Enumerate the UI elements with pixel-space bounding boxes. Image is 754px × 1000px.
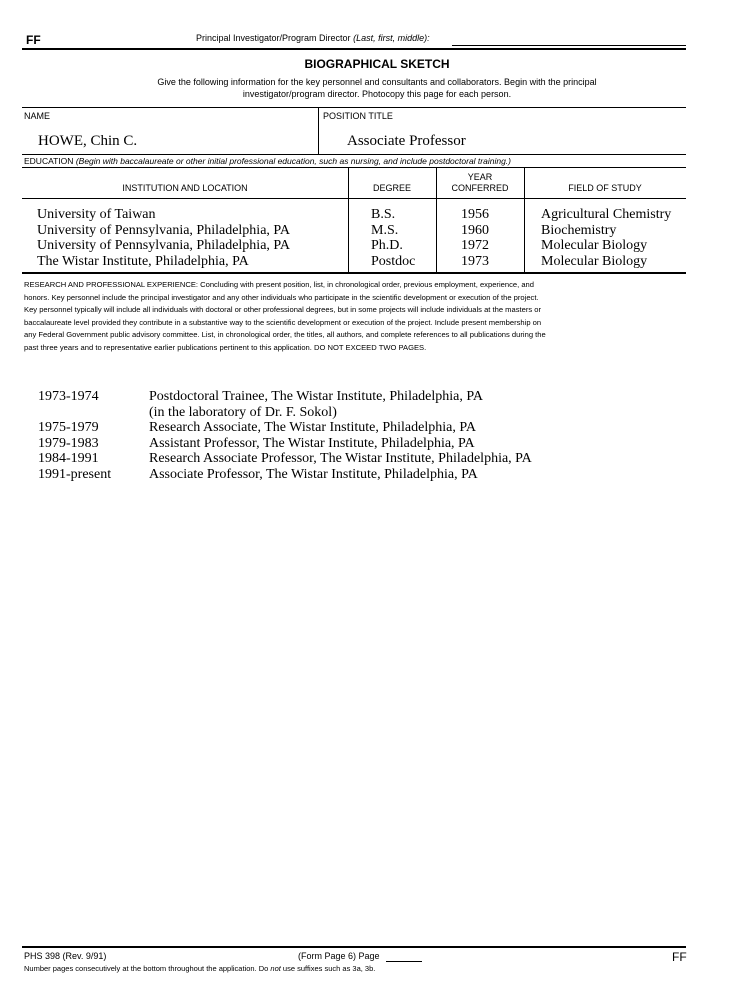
- experience-years: 1979-1983: [38, 435, 99, 451]
- name-label: NAME: [24, 111, 51, 121]
- edu-institution: University of Taiwan: [37, 207, 156, 222]
- edu-field: Molecular Biology: [541, 238, 648, 253]
- edu-field: Molecular Biology: [541, 253, 648, 269]
- experience-years: 1975-1979: [38, 420, 99, 435]
- experience-text: Associate Professor, The Wistar Institute, Philadelphia, PA: [149, 466, 478, 482]
- research-instructions-line: honors. Key personnel include the principal investigator and any other individuals who participate in the scientific development or execution of the project.: [24, 292, 539, 302]
- form-code-left: FF: [26, 33, 41, 47]
- education-label: [24, 156, 511, 166]
- edu-header-field: FIELD OF STUDY: [568, 183, 642, 193]
- pi-label: [196, 33, 430, 43]
- edu-institution: University of Pennsylvania, Philadelphia, PA: [37, 222, 291, 238]
- edu-header-institution: INSTITUTION AND LOCATION: [122, 183, 248, 193]
- edu-field: Biochemistry: [541, 222, 617, 238]
- experience-years: 1984-1991: [38, 451, 99, 466]
- page-number-blank: [386, 961, 422, 962]
- research-instructions-line: past three years and to representative earlier publications pertinent to this application. DO NOT EXCEED TWO PAGES.: [24, 342, 427, 352]
- name-top-rule: [22, 107, 686, 108]
- education-bottom-rule: [22, 272, 686, 274]
- experience-text: Postdoctoral Trainee, The Wistar Institute, Philadelphia, PA: [149, 389, 483, 404]
- research-instructions: [24, 279, 688, 354]
- position-value: Associate Professor: [347, 133, 466, 149]
- instructions-line-2: investigator/program director. Photocopy this page for each person.: [242, 89, 512, 99]
- footer-note-part-2: use suffixes such as 3a, 3b.: [280, 964, 376, 973]
- footer-note: [24, 964, 375, 973]
- experience-text: Research Associate Professor, The Wistar Institute, Philadelphia, PA: [149, 451, 532, 466]
- name-value: HOWE, Chin C.: [38, 133, 138, 149]
- footer-rule: [22, 946, 686, 948]
- edu-institution: The Wistar Institute, Philadelphia, PA: [37, 253, 249, 269]
- education-header-bottom-rule: [22, 198, 686, 199]
- edu-header-year-line2: CONFERRED: [451, 183, 509, 193]
- experience-years: 1973-1974: [38, 389, 99, 404]
- education-hint: (Begin with baccalaureate or other initial professional education, such as nursing, and include postdoctoral training.): [75, 156, 511, 166]
- name-position-divider: [318, 107, 319, 154]
- edu-degree: Ph.D.: [371, 238, 403, 253]
- form-code-right: FF: [672, 950, 687, 964]
- edu-year: 1973: [461, 253, 489, 269]
- form-number: PHS 398 (Rev. 9/91): [24, 951, 107, 961]
- edu-degree: M.S.: [371, 222, 399, 238]
- experience-text: (in the laboratory of Dr. F. Sokol): [149, 404, 337, 420]
- edu-year: 1956: [461, 207, 489, 222]
- research-instructions-line: any Federal Government public advisory committee. List, in chronological order, the titles, all authors, and complete references to all publications during the: [24, 330, 546, 339]
- footer-note-part-1: Number pages consecutively at the bottom throughout the application. Do: [24, 964, 271, 973]
- footer-note-not: not: [270, 964, 281, 973]
- education-header-top-rule: [22, 167, 686, 168]
- edu-institution: University of Pennsylvania, Philadelphia, PA: [37, 238, 291, 253]
- pi-underline: [452, 45, 686, 46]
- edu-degree: B.S.: [371, 207, 396, 222]
- edu-header-year-line1: YEAR: [467, 172, 493, 182]
- form-page-label: (Form Page 6) Page: [298, 951, 380, 961]
- experience-years: 1991-present: [38, 466, 112, 482]
- pi-label-hint: (Last, first, middle):: [353, 33, 430, 43]
- edu-year: 1960: [461, 222, 489, 238]
- experience-text: Assistant Professor, The Wistar Institute, Philadelphia, PA: [149, 435, 475, 451]
- instructions-line-1: Give the following information for the key personnel and consultants and collaborators. Begin with the principal: [157, 77, 597, 87]
- edu-year: 1972: [461, 238, 489, 253]
- position-label: POSITION TITLE: [323, 111, 393, 121]
- research-instructions-line: Key personnel typically will include all individuals with doctoral or other professional degrees, but in some projects will include individuals at the masters or: [24, 305, 542, 314]
- education-label-text: EDUCATION: [24, 156, 74, 166]
- experience-text: Research Associate, The Wistar Institute, Philadelphia, PA: [149, 420, 476, 435]
- pi-label-text: Principal Investigator/Program Director: [196, 33, 351, 43]
- edu-degree: Postdoc: [371, 253, 416, 269]
- education-top-rule: [22, 154, 686, 155]
- edu-field: Agricultural Chemistry: [541, 207, 672, 222]
- edu-header-degree: DEGREE: [372, 183, 411, 193]
- research-instructions-line: RESEARCH AND PROFESSIONAL EXPERIENCE: Concluding with present position, list, in chronological order, previous employment, experience, and: [24, 280, 534, 289]
- header-rule: [22, 48, 686, 50]
- research-instructions-line: baccalaureate level provided they contribute in a substantive way to the scientific development or execution of the project. Include present membership on: [24, 317, 542, 327]
- page-title: BIOGRAPHICAL SKETCH: [304, 57, 450, 71]
